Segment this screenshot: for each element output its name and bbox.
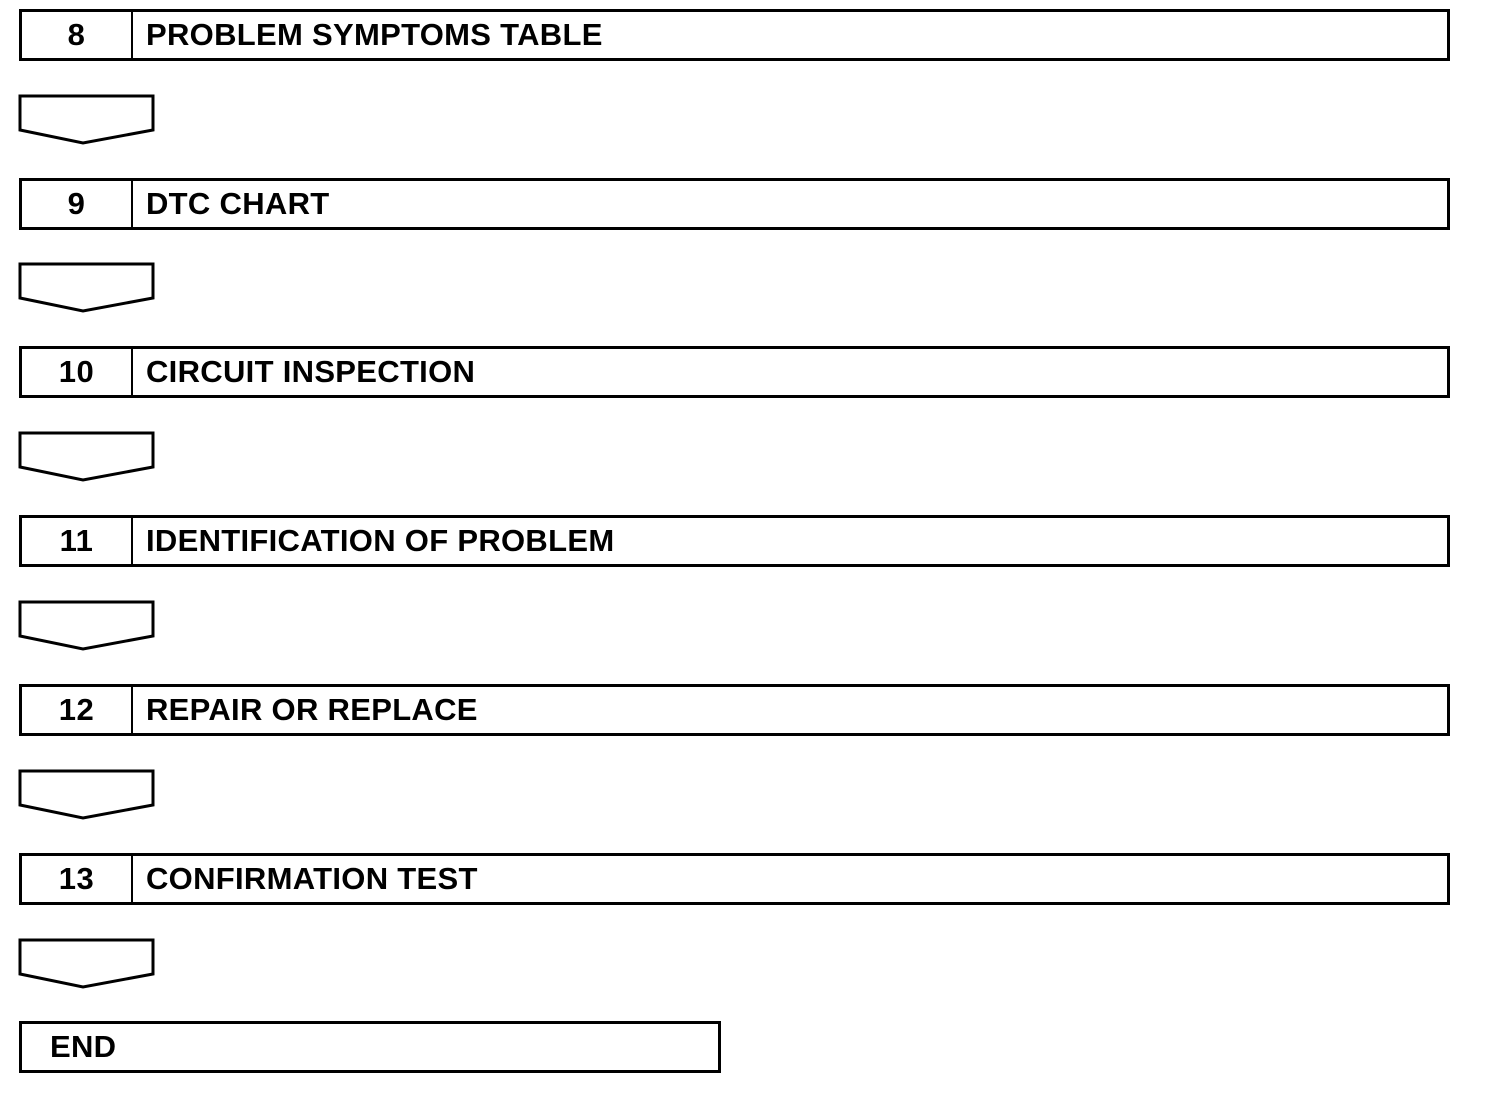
flow-arrow-connector bbox=[18, 600, 156, 652]
flow-step-12 bbox=[19, 684, 1450, 736]
step-number: 8 bbox=[22, 12, 133, 58]
step-label: DTC CHART bbox=[146, 186, 330, 221]
flow-arrow-connector bbox=[18, 769, 156, 821]
step-number: 9 bbox=[22, 181, 133, 227]
flow-arrow-connector bbox=[18, 94, 156, 146]
step-number: 12 bbox=[22, 687, 133, 733]
step-number: 10 bbox=[22, 349, 133, 395]
flow-arrow-connector bbox=[18, 938, 156, 990]
step-number: 11 bbox=[22, 518, 133, 564]
flow-step-8 bbox=[19, 9, 1450, 61]
step-label: REPAIR OR REPLACE bbox=[146, 692, 478, 727]
flow-step-13 bbox=[19, 853, 1450, 905]
flow-arrow-connector bbox=[18, 431, 156, 483]
flow-arrow-connector bbox=[18, 262, 156, 314]
step-number: 13 bbox=[22, 856, 133, 902]
step-label: IDENTIFICATION OF PROBLEM bbox=[146, 523, 615, 558]
flow-step-11 bbox=[19, 515, 1450, 567]
step-label: PROBLEM SYMPTOMS TABLE bbox=[146, 17, 603, 52]
step-label: CONFIRMATION TEST bbox=[146, 861, 478, 896]
flow-end-box: END bbox=[19, 1021, 721, 1073]
flow-step-9 bbox=[19, 178, 1450, 230]
flow-step-10 bbox=[19, 346, 1450, 398]
step-label: CIRCUIT INSPECTION bbox=[146, 354, 476, 389]
